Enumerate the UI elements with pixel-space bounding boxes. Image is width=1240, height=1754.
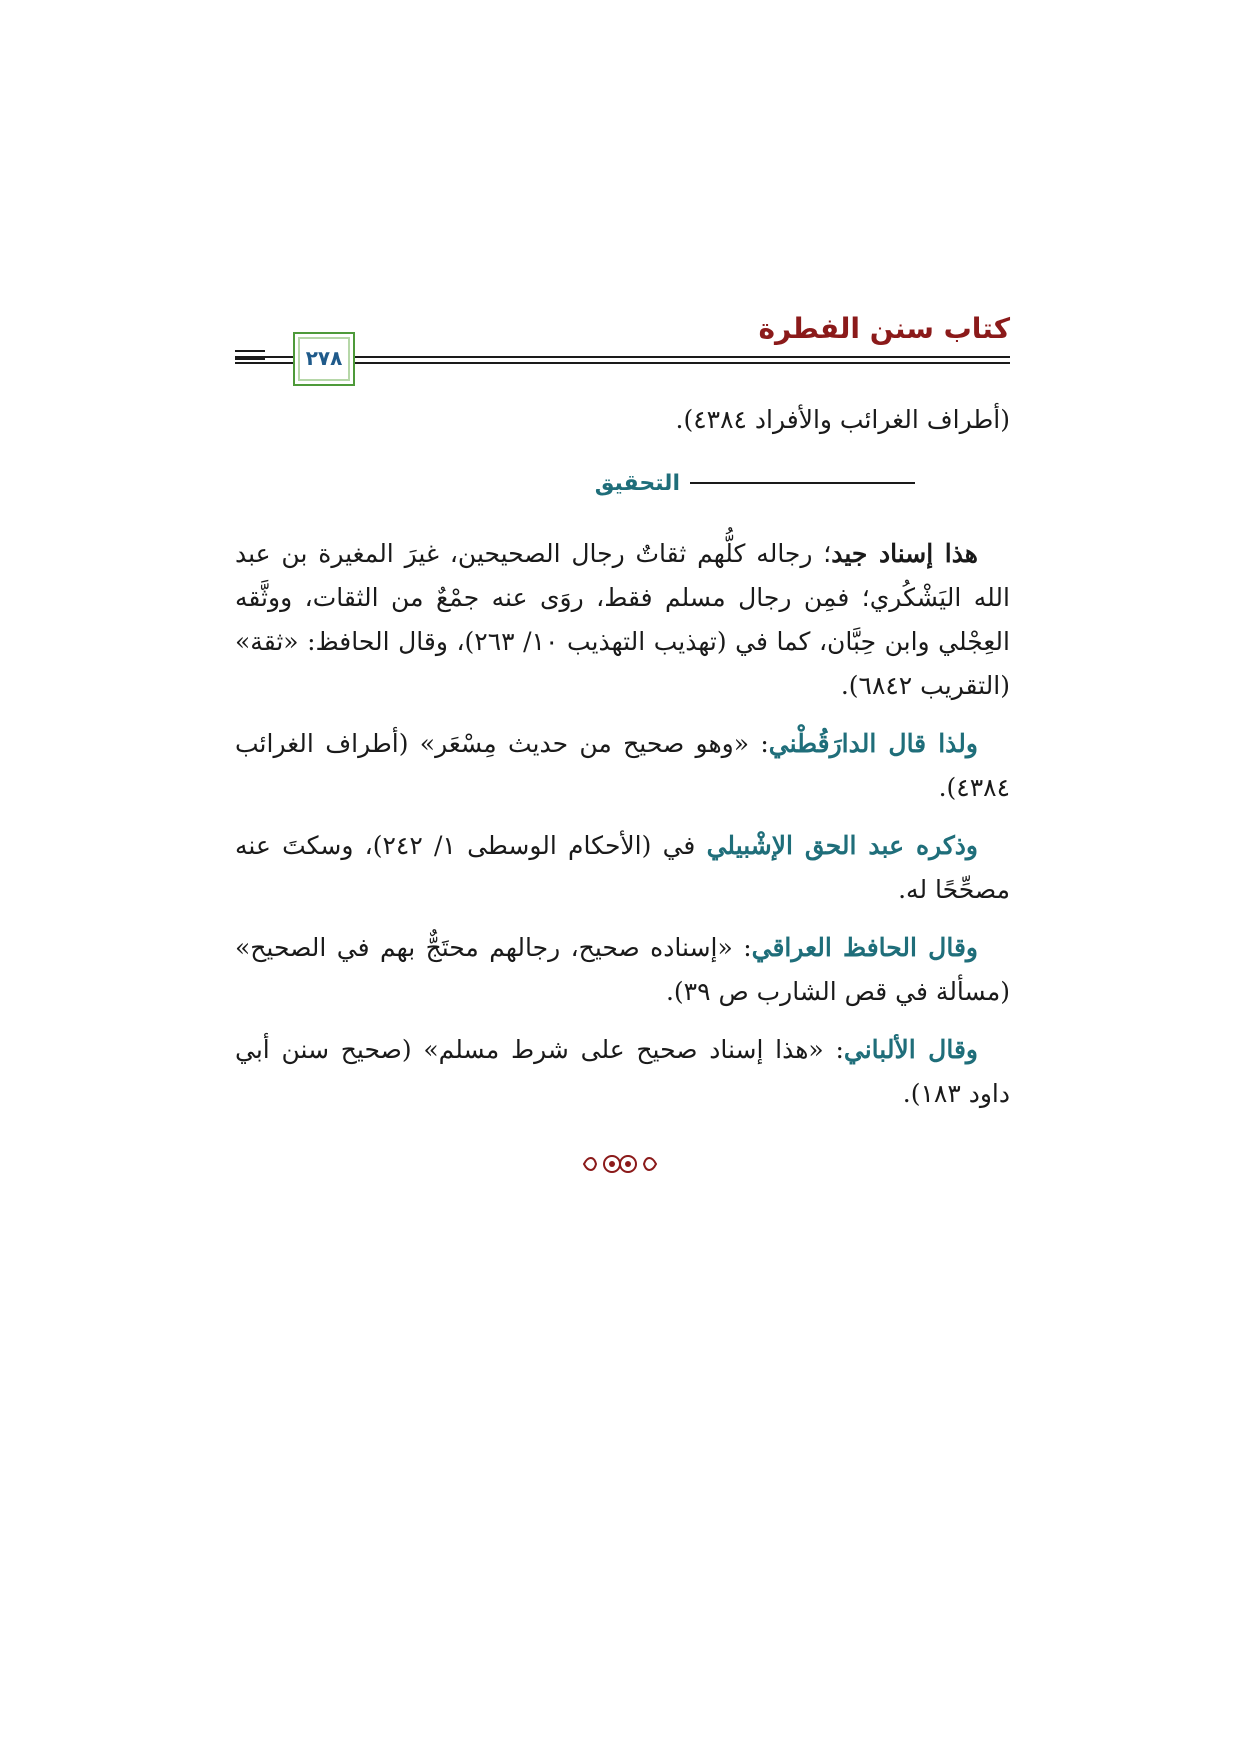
paragraph-4-text: : «إسناده صحيح، رجالهم محتَجٌّ بهم في الصحيح» (مسألة في قص الشارب ص ٣٩).	[235, 933, 1010, 1006]
paragraph-1	[235, 532, 1010, 708]
paragraph-5-text: : «هذا إسناد صحيح على شرط مسلم» (صحيح سنن أبي داود ١٨٣).	[235, 1035, 1010, 1108]
divider-line	[690, 482, 915, 484]
page-content	[235, 398, 1010, 1130]
opening-line: (أطراف الغرائب والأفراد ٤٣٨٤).	[675, 405, 1010, 434]
paragraph-3-text: في (الأحكام الوسطى ١/ ٢٤٢)، وسكتَ عنه مصحِّحًا له.	[235, 831, 1010, 904]
page-header	[235, 312, 1010, 388]
closing-ornament-icon	[0, 1150, 1240, 1185]
header-rule-left-2	[235, 358, 265, 360]
page-number-frame	[293, 332, 355, 386]
paragraph-3-lead: وذكره عبد الحق الإشْبيلي	[706, 831, 978, 860]
header-rule-left-1	[235, 350, 265, 352]
book-title: كتاب سنن الفطرة	[758, 312, 1010, 345]
paragraph-2	[235, 722, 1010, 810]
paragraph-5	[235, 1028, 1010, 1116]
ornament-flourish-icon	[574, 1150, 666, 1178]
paragraph-5-lead: وقال الألباني	[843, 1035, 978, 1064]
paragraph-2-lead: ولذا قال الدارَقُطْني	[768, 729, 978, 758]
paragraph-3	[235, 824, 1010, 912]
paragraph-1-text: ؛ رجاله كلُّهم ثقاتٌ رجال الصحيحين، غيرَ المغيرة بن عبد الله اليَشْكُري؛ فمِن رجال مسلم فقط، روَى عنه جمْعٌ من الثقات، ووثَّقه العِجْلي وابن حِبَّان، كما في (تهذيب التهذيب ١٠/ ٢٦٣)، وقال الحافظ: «ثقة» (التقريب ٦٨٤٢).	[235, 539, 1010, 700]
section-divider	[235, 456, 1010, 510]
section-heading: التحقيق	[594, 471, 680, 496]
page-number: ٢٧٨	[305, 346, 343, 370]
paragraph-1-lead: هذا إسناد جيد	[831, 539, 978, 568]
paragraph-2-text: : «وهو صحيح من حديث مِسْعَر» (أطراف الغرائب ٤٣٨٤).	[235, 729, 1010, 802]
paragraph-4-lead: وقال الحافظ العراقي	[751, 933, 978, 962]
paragraph-4	[235, 926, 1010, 1014]
